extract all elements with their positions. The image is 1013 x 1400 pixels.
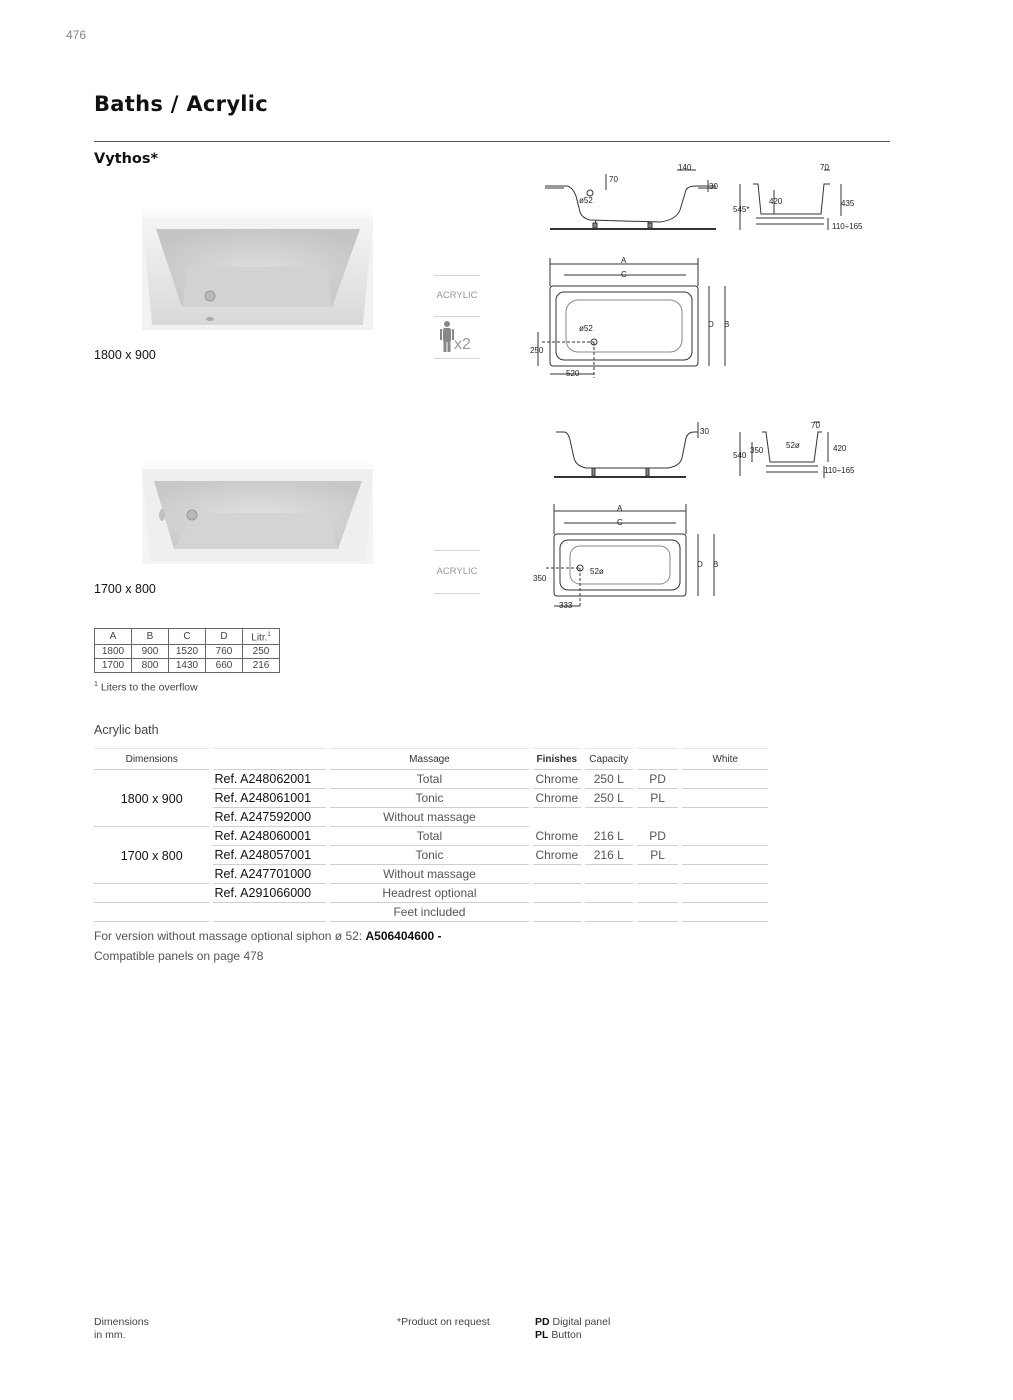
footnote [94,681,198,694]
row-dimension: 1700 x 800 [120,848,183,863]
row-massage: Headrest optional [330,884,529,903]
row-dimension: 1800 x 900 [120,791,183,806]
dim-label: 435 [841,199,855,208]
legend-pd [535,1316,610,1329]
table-row [94,903,768,922]
table-cell: 900 [132,645,169,659]
row-ref: Ref. A248060001 [213,827,326,846]
drawing-1800 [528,160,868,382]
material-badge-1: ACRYLIC [434,275,480,317]
drawing-1700 [528,416,868,616]
dim-label: 250 [530,346,544,355]
bath-photo-1800 [142,209,373,330]
dim-label: D [697,560,703,569]
col-header-litres [243,629,280,645]
table-cell: 1800 [95,645,132,659]
siphon-note [94,929,442,943]
table-row [94,827,768,846]
footer-request-note: *Product on request [397,1316,490,1328]
table-cell: 1700 [95,659,132,673]
table-row [94,865,768,884]
footer-legend [535,1316,610,1342]
header-finishes: Finishes [533,748,581,770]
row-capacity [585,903,633,922]
col-header: B [132,629,169,645]
footnote-marker: 1 [267,632,271,638]
dim-label: 333 [559,601,573,610]
row-dimension [94,884,209,903]
table-row [95,629,280,645]
table-row [94,808,768,827]
dim-label: C [617,518,623,527]
col-header: D [206,629,243,645]
footnote-text: Liters to the overflow [100,681,198,694]
row-dimension [94,903,209,922]
row-massage: Tonic [330,789,529,808]
footer-dimensions-line1: Dimensions [94,1316,149,1328]
row-massage: Without massage [330,808,529,827]
dim-label: 140 [678,163,692,172]
row-control: PD [637,827,679,846]
header-capacity: Capacity [585,748,633,770]
table-cell: 250 [243,645,280,659]
page-title: Baths / Acrylic [94,92,269,116]
row-control: PL [637,846,679,865]
dim-label: 540 [733,451,747,460]
dim-label: B [713,560,719,569]
material-badge-2: ACRYLIC [434,550,480,594]
row-white [682,808,768,827]
legend-code: PD [535,1316,550,1328]
siphon-note-text: For version without massage optional siphon ø 52: [94,929,366,943]
table-row [94,789,768,808]
row-ref: Ref. A248061001 [213,789,326,808]
row-control: PL [637,789,679,808]
legend-pl [535,1329,610,1342]
row-ref: Ref. A248062001 [213,770,326,789]
row-finish [533,865,581,884]
row-control [637,808,679,827]
dim-label: 520 [566,369,580,378]
table-row [94,770,768,789]
table-cell: 1520 [169,645,206,659]
col-header: C [169,629,206,645]
row-white [682,903,768,922]
table-row [95,645,280,659]
dim-label: 70 [820,163,829,172]
dim-label: 30 [700,427,709,436]
row-finish: Chrome [533,846,581,865]
product-table [90,748,772,922]
row-dimension [94,865,209,884]
col-header: Litr. [251,632,268,644]
row-white [682,789,768,808]
row-finish: Chrome [533,770,581,789]
row-massage: Total [330,827,529,846]
page-number: 476 [66,28,87,42]
row-capacity [585,884,633,903]
row-finish [533,884,581,903]
row-massage: Tonic [330,846,529,865]
row-ref: Ref. A247701000 [213,865,326,884]
footnote-marker: 1 [94,681,98,688]
end-view-1800 [740,170,841,230]
col-header: A [95,629,132,645]
row-dimension [94,827,209,846]
row-ref: Ref. A248057001 [213,846,326,865]
row-white [682,827,768,846]
dim-label: 110÷165 [832,222,863,231]
table-row [94,846,768,865]
legend-label: Button [548,1329,582,1341]
plan-view-1700 [546,504,714,606]
table-cell: 760 [206,645,243,659]
dim-label: A [617,504,623,513]
dim-label: ø52 [579,324,593,333]
header-ref [213,748,326,770]
table-row [95,659,280,673]
row-control [637,903,679,922]
row-massage: Feet included [330,903,529,922]
table-header-row [94,748,768,770]
footer-dimensions [94,1316,149,1342]
table-cell: 800 [132,659,169,673]
row-finish [533,903,581,922]
row-white [682,884,768,903]
row-control [637,884,679,903]
header-dimensions: Dimensions [94,748,209,770]
row-finish: Chrome [533,827,581,846]
row-capacity: 216 L [585,827,633,846]
dimensions-table [94,628,280,673]
row-capacity: 250 L [585,789,633,808]
dim-label: 52ø [590,567,604,576]
table-cell: 1430 [169,659,206,673]
footer-dimensions-line2: in mm. [94,1329,126,1341]
header-massage: Massage [330,748,529,770]
side-view-1800 [545,170,716,229]
row-capacity [585,808,633,827]
dim-label: A [621,256,627,265]
row-white [682,846,768,865]
dim-label: 30 [709,182,718,191]
row-massage: Without massage [330,865,529,884]
size-label-1700: 1700 x 800 [94,582,156,596]
dim-label: 545* [733,205,750,214]
table-cell: 660 [206,659,243,673]
dim-label: 70 [811,421,820,430]
dim-label: 420 [769,197,783,206]
row-control: PD [637,770,679,789]
dim-label: D [708,320,714,329]
row-dimension [94,808,209,827]
dim-label: 110÷165 [824,466,855,475]
row-finish [533,808,581,827]
header-white: White [682,748,768,770]
section-label: Acrylic bath [94,723,159,737]
size-label-1800: 1800 x 900 [94,348,156,362]
dim-label: 70 [609,175,618,184]
dim-label: 52ø [786,441,800,450]
legend-label: Digital panel [549,1316,611,1328]
dim-label: C [621,270,627,279]
row-capacity [585,865,633,884]
row-ref [213,903,326,922]
table-cell: 216 [243,659,280,673]
dim-label: 420 [833,444,847,453]
plan-view-1800 [538,258,725,378]
row-white [682,865,768,884]
row-capacity: 250 L [585,770,633,789]
dim-label: ø52 [579,196,593,205]
row-dimension [94,770,209,789]
dim-label: 350 [533,574,547,583]
title-divider [94,141,890,142]
siphon-ref: A506404600 - [365,929,442,943]
header-control [637,748,679,770]
bath-photo-1700 [142,463,373,564]
row-ref: Ref. A247592000 [213,808,326,827]
row-white [682,770,768,789]
panels-note: Compatible panels on page 478 [94,949,264,963]
product-name: Vythos* [94,151,159,167]
legend-code: PL [535,1329,549,1341]
row-ref: Ref. A291066000 [213,884,326,903]
row-capacity: 216 L [585,846,633,865]
dim-label: B [724,320,730,329]
capacity-badge [434,316,480,359]
row-control [637,865,679,884]
table-row [94,884,768,903]
persons-count: x2 [454,336,471,353]
dim-label: 350 [750,446,764,455]
row-massage: Total [330,770,529,789]
side-view-1700 [554,422,698,477]
row-finish: Chrome [533,789,581,808]
